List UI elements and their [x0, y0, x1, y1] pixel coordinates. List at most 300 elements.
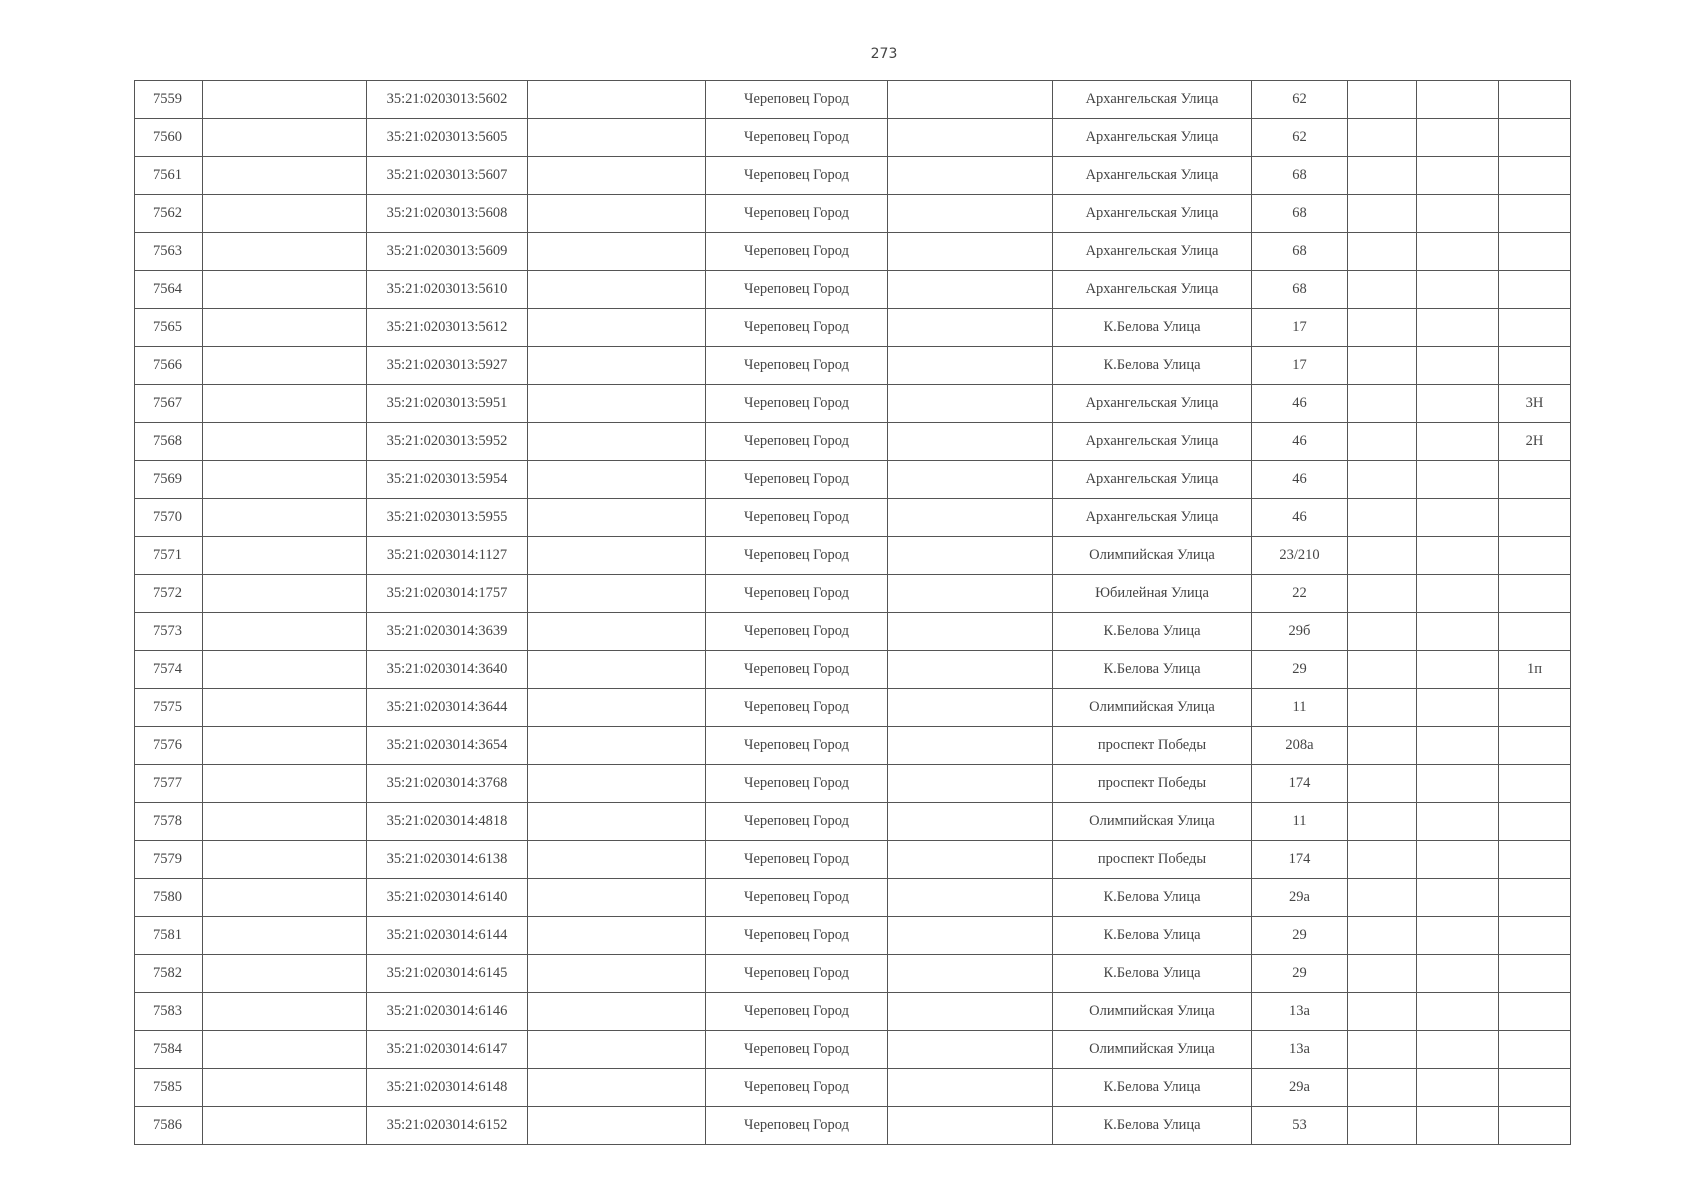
street-cell: Архангельская Улица: [1053, 461, 1252, 499]
empty-cell: [528, 613, 706, 651]
empty-cell: [1417, 157, 1499, 195]
cadastral-number-cell: 35:21:0203014:6140: [367, 879, 528, 917]
row-number-cell: 7567: [135, 385, 203, 423]
empty-cell: [203, 575, 367, 613]
premises-cell: 3Н: [1499, 385, 1571, 423]
empty-cell: [1417, 803, 1499, 841]
table-row: [135, 993, 1571, 1031]
empty-cell: [1417, 537, 1499, 575]
empty-cell: [1417, 689, 1499, 727]
premises-cell: [1499, 841, 1571, 879]
empty-cell: [1417, 119, 1499, 157]
table-row: [135, 651, 1571, 689]
empty-cell: [1417, 81, 1499, 119]
empty-cell: [203, 537, 367, 575]
cadastral-number-cell: 35:21:0203013:5609: [367, 233, 528, 271]
empty-cell: [528, 461, 706, 499]
row-number-cell: 7573: [135, 613, 203, 651]
cadastral-number-cell: 35:21:0203013:5602: [367, 81, 528, 119]
table-row: [135, 309, 1571, 347]
empty-cell: [888, 347, 1053, 385]
city-cell: Череповец Город: [706, 879, 888, 917]
cadastral-number-cell: 35:21:0203013:5612: [367, 309, 528, 347]
house-number-cell: 208а: [1252, 727, 1348, 765]
empty-cell: [888, 233, 1053, 271]
empty-cell: [888, 841, 1053, 879]
empty-cell: [528, 537, 706, 575]
city-cell: Череповец Город: [706, 271, 888, 309]
street-cell: Олимпийская Улица: [1053, 993, 1252, 1031]
cadastral-number-cell: 35:21:0203014:6138: [367, 841, 528, 879]
empty-cell: [888, 499, 1053, 537]
empty-cell: [203, 955, 367, 993]
house-number-cell: 29: [1252, 955, 1348, 993]
table-row: [135, 1107, 1571, 1145]
premises-cell: [1499, 271, 1571, 309]
row-number-cell: 7568: [135, 423, 203, 461]
empty-cell: [1417, 1107, 1499, 1145]
row-number-cell: 7581: [135, 917, 203, 955]
table-row: [135, 537, 1571, 575]
house-number-cell: 29: [1252, 651, 1348, 689]
empty-cell: [203, 385, 367, 423]
street-cell: Олимпийская Улица: [1053, 537, 1252, 575]
empty-cell: [1348, 765, 1417, 803]
row-number-cell: 7559: [135, 81, 203, 119]
empty-cell: [888, 195, 1053, 233]
house-number-cell: 174: [1252, 841, 1348, 879]
premises-cell: [1499, 727, 1571, 765]
empty-cell: [203, 1107, 367, 1145]
empty-cell: [1417, 651, 1499, 689]
premises-cell: [1499, 233, 1571, 271]
row-number-cell: 7563: [135, 233, 203, 271]
empty-cell: [1417, 993, 1499, 1031]
house-number-cell: 46: [1252, 385, 1348, 423]
city-cell: Череповец Город: [706, 651, 888, 689]
premises-cell: [1499, 499, 1571, 537]
house-number-cell: 29: [1252, 917, 1348, 955]
empty-cell: [1417, 727, 1499, 765]
empty-cell: [203, 689, 367, 727]
empty-cell: [888, 119, 1053, 157]
city-cell: Череповец Город: [706, 423, 888, 461]
empty-cell: [1417, 879, 1499, 917]
city-cell: Череповец Город: [706, 1069, 888, 1107]
empty-cell: [888, 879, 1053, 917]
cadastral-number-cell: 35:21:0203013:5607: [367, 157, 528, 195]
empty-cell: [1348, 651, 1417, 689]
street-cell: Архангельская Улица: [1053, 81, 1252, 119]
empty-cell: [1348, 879, 1417, 917]
cadastral-number-cell: 35:21:0203013:5608: [367, 195, 528, 233]
empty-cell: [1348, 499, 1417, 537]
cadastral-number-cell: 35:21:0203014:3768: [367, 765, 528, 803]
street-cell: Юбилейная Улица: [1053, 575, 1252, 613]
cadastral-number-cell: 35:21:0203014:3644: [367, 689, 528, 727]
table-row: [135, 271, 1571, 309]
empty-cell: [528, 727, 706, 765]
table-row: [135, 1069, 1571, 1107]
empty-cell: [203, 309, 367, 347]
table-row: [135, 81, 1571, 119]
empty-cell: [1348, 727, 1417, 765]
premises-cell: [1499, 1031, 1571, 1069]
city-cell: Череповец Город: [706, 81, 888, 119]
premises-cell: [1499, 575, 1571, 613]
row-number-cell: 7585: [135, 1069, 203, 1107]
row-number-cell: 7575: [135, 689, 203, 727]
cadastral-number-cell: 35:21:0203014:6146: [367, 993, 528, 1031]
house-number-cell: 13а: [1252, 1031, 1348, 1069]
premises-cell: [1499, 157, 1571, 195]
empty-cell: [203, 917, 367, 955]
street-cell: К.Белова Улица: [1053, 651, 1252, 689]
cadastral-number-cell: 35:21:0203014:3639: [367, 613, 528, 651]
empty-cell: [888, 917, 1053, 955]
street-cell: К.Белова Улица: [1053, 309, 1252, 347]
empty-cell: [528, 309, 706, 347]
row-number-cell: 7561: [135, 157, 203, 195]
empty-cell: [1348, 1031, 1417, 1069]
street-cell: проспект Победы: [1053, 727, 1252, 765]
table-row: [135, 955, 1571, 993]
house-number-cell: 22: [1252, 575, 1348, 613]
cadastral-number-cell: 35:21:0203014:3654: [367, 727, 528, 765]
row-number-cell: 7566: [135, 347, 203, 385]
cadastral-number-cell: 35:21:0203014:6147: [367, 1031, 528, 1069]
empty-cell: [203, 765, 367, 803]
empty-cell: [1348, 119, 1417, 157]
premises-cell: [1499, 119, 1571, 157]
house-number-cell: 17: [1252, 347, 1348, 385]
street-cell: Архангельская Улица: [1053, 233, 1252, 271]
empty-cell: [1417, 613, 1499, 651]
empty-cell: [888, 993, 1053, 1031]
empty-cell: [1348, 955, 1417, 993]
row-number-cell: 7574: [135, 651, 203, 689]
registry-table: [134, 80, 1571, 1145]
row-number-cell: 7569: [135, 461, 203, 499]
row-number-cell: 7578: [135, 803, 203, 841]
registry-body: [135, 81, 1571, 1145]
city-cell: Череповец Город: [706, 537, 888, 575]
city-cell: Череповец Город: [706, 309, 888, 347]
empty-cell: [203, 1031, 367, 1069]
house-number-cell: 13а: [1252, 993, 1348, 1031]
empty-cell: [1417, 385, 1499, 423]
cadastral-number-cell: 35:21:0203014:1127: [367, 537, 528, 575]
cadastral-number-cell: 35:21:0203014:6145: [367, 955, 528, 993]
empty-cell: [528, 119, 706, 157]
empty-cell: [888, 955, 1053, 993]
premises-cell: [1499, 195, 1571, 233]
empty-cell: [203, 157, 367, 195]
row-number-cell: 7579: [135, 841, 203, 879]
empty-cell: [1348, 81, 1417, 119]
city-cell: Череповец Город: [706, 1031, 888, 1069]
house-number-cell: 174: [1252, 765, 1348, 803]
street-cell: Олимпийская Улица: [1053, 1031, 1252, 1069]
empty-cell: [1348, 233, 1417, 271]
table-row: [135, 575, 1571, 613]
table-row: [135, 157, 1571, 195]
empty-cell: [1348, 423, 1417, 461]
table-row: [135, 233, 1571, 271]
row-number-cell: 7571: [135, 537, 203, 575]
row-number-cell: 7570: [135, 499, 203, 537]
house-number-cell: 29а: [1252, 879, 1348, 917]
city-cell: Череповец Город: [706, 385, 888, 423]
empty-cell: [1417, 1069, 1499, 1107]
empty-cell: [203, 993, 367, 1031]
street-cell: Архангельская Улица: [1053, 195, 1252, 233]
premises-cell: [1499, 309, 1571, 347]
empty-cell: [203, 119, 367, 157]
cadastral-number-cell: 35:21:0203014:6148: [367, 1069, 528, 1107]
table-row: [135, 689, 1571, 727]
house-number-cell: 62: [1252, 81, 1348, 119]
cadastral-number-cell: 35:21:0203014:1757: [367, 575, 528, 613]
empty-cell: [888, 309, 1053, 347]
premises-cell: [1499, 461, 1571, 499]
empty-cell: [1348, 993, 1417, 1031]
empty-cell: [528, 1107, 706, 1145]
house-number-cell: 46: [1252, 461, 1348, 499]
house-number-cell: 68: [1252, 271, 1348, 309]
city-cell: Череповец Город: [706, 613, 888, 651]
empty-cell: [888, 689, 1053, 727]
house-number-cell: 17: [1252, 309, 1348, 347]
table-row: [135, 841, 1571, 879]
row-number-cell: 7577: [135, 765, 203, 803]
table-row: [135, 917, 1571, 955]
empty-cell: [888, 575, 1053, 613]
empty-cell: [528, 841, 706, 879]
empty-cell: [888, 81, 1053, 119]
premises-cell: [1499, 993, 1571, 1031]
street-cell: Архангельская Улица: [1053, 119, 1252, 157]
empty-cell: [888, 537, 1053, 575]
empty-cell: [1417, 309, 1499, 347]
empty-cell: [1417, 1031, 1499, 1069]
street-cell: проспект Победы: [1053, 765, 1252, 803]
premises-cell: [1499, 803, 1571, 841]
empty-cell: [528, 651, 706, 689]
premises-cell: [1499, 1069, 1571, 1107]
cadastral-number-cell: 35:21:0203013:5605: [367, 119, 528, 157]
row-number-cell: 7564: [135, 271, 203, 309]
empty-cell: [1348, 803, 1417, 841]
city-cell: Череповец Город: [706, 575, 888, 613]
empty-cell: [203, 233, 367, 271]
empty-cell: [888, 271, 1053, 309]
cadastral-number-cell: 35:21:0203013:5955: [367, 499, 528, 537]
table-row: [135, 423, 1571, 461]
cadastral-number-cell: 35:21:0203013:5954: [367, 461, 528, 499]
empty-cell: [1348, 385, 1417, 423]
empty-cell: [888, 803, 1053, 841]
empty-cell: [888, 1069, 1053, 1107]
street-cell: Архангельская Улица: [1053, 423, 1252, 461]
row-number-cell: 7562: [135, 195, 203, 233]
premises-cell: [1499, 955, 1571, 993]
cadastral-number-cell: 35:21:0203014:6152: [367, 1107, 528, 1145]
cadastral-number-cell: 35:21:0203013:5927: [367, 347, 528, 385]
empty-cell: [1348, 309, 1417, 347]
empty-cell: [528, 423, 706, 461]
cadastral-number-cell: 35:21:0203014:4818: [367, 803, 528, 841]
empty-cell: [1348, 157, 1417, 195]
cadastral-number-cell: 35:21:0203014:6144: [367, 917, 528, 955]
premises-cell: [1499, 81, 1571, 119]
premises-cell: [1499, 765, 1571, 803]
empty-cell: [1348, 461, 1417, 499]
row-number-cell: 7572: [135, 575, 203, 613]
empty-cell: [528, 993, 706, 1031]
empty-cell: [1417, 955, 1499, 993]
house-number-cell: 29б: [1252, 613, 1348, 651]
table-row: [135, 803, 1571, 841]
premises-cell: [1499, 1107, 1571, 1145]
empty-cell: [528, 765, 706, 803]
city-cell: Череповец Город: [706, 1107, 888, 1145]
empty-cell: [888, 613, 1053, 651]
house-number-cell: 68: [1252, 195, 1348, 233]
row-number-cell: 7583: [135, 993, 203, 1031]
street-cell: Архангельская Улица: [1053, 499, 1252, 537]
house-number-cell: 46: [1252, 499, 1348, 537]
empty-cell: [1348, 537, 1417, 575]
premises-cell: 1п: [1499, 651, 1571, 689]
empty-cell: [888, 651, 1053, 689]
empty-cell: [528, 803, 706, 841]
empty-cell: [203, 347, 367, 385]
empty-cell: [203, 195, 367, 233]
table-row: [135, 879, 1571, 917]
empty-cell: [1417, 917, 1499, 955]
city-cell: Череповец Город: [706, 993, 888, 1031]
empty-cell: [888, 157, 1053, 195]
empty-cell: [203, 727, 367, 765]
street-cell: К.Белова Улица: [1053, 1069, 1252, 1107]
street-cell: Олимпийская Улица: [1053, 689, 1252, 727]
empty-cell: [1348, 1107, 1417, 1145]
city-cell: Череповец Город: [706, 955, 888, 993]
cadastral-number-cell: 35:21:0203013:5951: [367, 385, 528, 423]
street-cell: Архангельская Улица: [1053, 385, 1252, 423]
city-cell: Череповец Город: [706, 917, 888, 955]
empty-cell: [1417, 841, 1499, 879]
street-cell: Архангельская Улица: [1053, 271, 1252, 309]
empty-cell: [888, 461, 1053, 499]
empty-cell: [888, 727, 1053, 765]
street-cell: К.Белова Улица: [1053, 613, 1252, 651]
empty-cell: [203, 499, 367, 537]
city-cell: Череповец Город: [706, 195, 888, 233]
empty-cell: [1348, 195, 1417, 233]
premises-cell: [1499, 689, 1571, 727]
empty-cell: [203, 423, 367, 461]
house-number-cell: 62: [1252, 119, 1348, 157]
empty-cell: [888, 1031, 1053, 1069]
empty-cell: [203, 613, 367, 651]
table-row: [135, 613, 1571, 651]
empty-cell: [1348, 1069, 1417, 1107]
house-number-cell: 29а: [1252, 1069, 1348, 1107]
cadastral-number-cell: 35:21:0203014:3640: [367, 651, 528, 689]
house-number-cell: 46: [1252, 423, 1348, 461]
table-row: [135, 765, 1571, 803]
city-cell: Череповец Город: [706, 841, 888, 879]
city-cell: Череповец Город: [706, 499, 888, 537]
empty-cell: [1348, 271, 1417, 309]
empty-cell: [528, 271, 706, 309]
cadastral-number-cell: 35:21:0203013:5952: [367, 423, 528, 461]
street-cell: Архангельская Улица: [1053, 157, 1252, 195]
empty-cell: [1348, 917, 1417, 955]
empty-cell: [888, 385, 1053, 423]
empty-cell: [203, 271, 367, 309]
empty-cell: [888, 1107, 1053, 1145]
empty-cell: [203, 461, 367, 499]
empty-cell: [1348, 575, 1417, 613]
house-number-cell: 53: [1252, 1107, 1348, 1145]
empty-cell: [528, 575, 706, 613]
empty-cell: [1417, 765, 1499, 803]
table-row: [135, 119, 1571, 157]
street-cell: проспект Победы: [1053, 841, 1252, 879]
empty-cell: [203, 803, 367, 841]
house-number-cell: 11: [1252, 689, 1348, 727]
city-cell: Череповец Город: [706, 119, 888, 157]
empty-cell: [203, 81, 367, 119]
row-number-cell: 7560: [135, 119, 203, 157]
empty-cell: [528, 499, 706, 537]
empty-cell: [888, 765, 1053, 803]
empty-cell: [203, 1069, 367, 1107]
empty-cell: [528, 233, 706, 271]
empty-cell: [1348, 689, 1417, 727]
house-number-cell: 68: [1252, 233, 1348, 271]
empty-cell: [528, 1031, 706, 1069]
cadastral-number-cell: 35:21:0203013:5610: [367, 271, 528, 309]
empty-cell: [1417, 499, 1499, 537]
street-cell: К.Белова Улица: [1053, 347, 1252, 385]
table-row: [135, 347, 1571, 385]
table-row: [135, 1031, 1571, 1069]
row-number-cell: 7586: [135, 1107, 203, 1145]
empty-cell: [1417, 575, 1499, 613]
empty-cell: [528, 879, 706, 917]
empty-cell: [528, 1069, 706, 1107]
premises-cell: [1499, 537, 1571, 575]
empty-cell: [203, 651, 367, 689]
empty-cell: [1417, 195, 1499, 233]
empty-cell: [1417, 461, 1499, 499]
table-row: [135, 195, 1571, 233]
empty-cell: [1417, 423, 1499, 461]
city-cell: Череповец Город: [706, 765, 888, 803]
empty-cell: [528, 347, 706, 385]
empty-cell: [1417, 347, 1499, 385]
city-cell: Череповец Город: [706, 157, 888, 195]
empty-cell: [528, 195, 706, 233]
empty-cell: [1348, 613, 1417, 651]
city-cell: Череповец Город: [706, 689, 888, 727]
row-number-cell: 7576: [135, 727, 203, 765]
empty-cell: [528, 157, 706, 195]
